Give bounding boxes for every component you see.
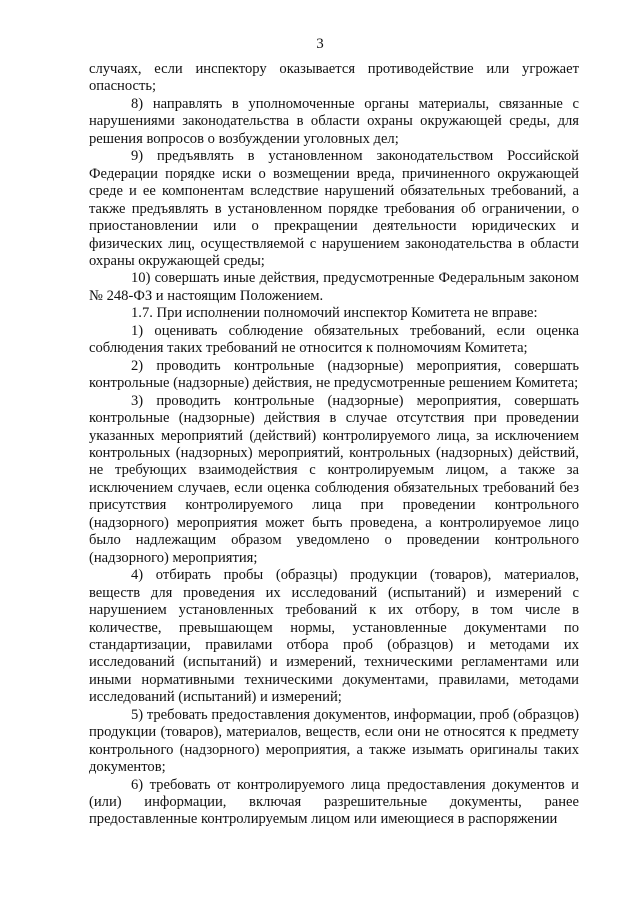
paragraph-restriction-3: 3) проводить контрольные (надзорные) мероприятия, совершать контрольные (надзорные) действия в случае отсутствия при проведении указанных мероприятий (действий) контролируемого лица, за исключением контрольных (надзорных) мероприятий, контрольных (надзорных) действий, не требующих взаимодействия с контролируемым лицом, а также за исключением случаев, если оценка соблюдения обязательных требований без присутствия контролируемого лица при проведении контрольного (надзорного) мероприятия может быть проведена, а контролируемое лицо было надлежащим образом уведомлено о проведении контрольного (надзорного) мероприятия; bbox=[89, 392, 579, 566]
paragraph-item-8: 8) направлять в уполномоченные органы материалы, связанные с нарушениями законодательства в области охраны окружающей среды, для решения вопросов о возбуждении уголовных дел; bbox=[89, 95, 579, 147]
paragraph-item-9: 9) предъявлять в установленном законодательством Российской Федерации порядке иски о возмещении вреда, причиненного окружающей среде и ее компонентам вследствие нарушений обязательных требований, а также предъявлять в установленном порядке требования об ограничении, о приостановлении или о прекращении деятельности юридических и физических лиц, осуществляемой с нарушением законодательства в области охраны окружающей среды; bbox=[89, 148, 579, 269]
paragraph-restriction-5: 5) требовать предоставления документов, информации, проб (образцов) продукции (товаров), материалов, веществ, если они не относятся к предмету контрольного (надзорного) мероприятия, а также изымать оригиналы таких документов; bbox=[89, 706, 579, 776]
paragraph-restriction-6: 6) требовать от контролируемого лица предоставления документов и (или) информации, включая разрешительные документы, ранее предоставленные контролируемым лицом или имеющиеся в распоряжении bbox=[89, 776, 579, 828]
paragraph-item-10: 10) совершать иные действия, предусмотренные Федеральным законом № 248-ФЗ и настоящим Положением. bbox=[89, 270, 579, 304]
paragraph-restriction-2: 2) проводить контрольные (надзорные) мероприятия, совершать контрольные (надзорные) действия, не предусмотренные решением Комитета; bbox=[89, 357, 579, 392]
paragraph-restriction-4: 4) отбирать пробы (образцы) продукции (товаров), материалов, веществ для проведения их исследований (испытаний) и измерений с нарушением установленных требований к их отбору, в том числе в количестве, превышающем нормы, установленные документами по стандартизации, правилами отбора проб (образцов) и методами их исследований (испытаний) и измерений, техническими регламентами или иными нормативными техническими документами, правилами, методами исследований (испытаний) и измерений; bbox=[89, 567, 579, 706]
page-number: 3 bbox=[316, 36, 324, 52]
document-body bbox=[89, 61, 579, 829]
paragraph-section-1-7: 1.7. При исполнении полномочий инспектор Комитета не вправе: bbox=[131, 305, 538, 322]
paragraph-continuation: случаях, если инспектору оказывается противодействие или угрожает опасность; bbox=[89, 61, 579, 95]
paragraph-restriction-1: 1) оценивать соблюдение обязательных требований, если оценка соблюдения таких требований не относится к полномочиям Комитета; bbox=[89, 322, 579, 357]
